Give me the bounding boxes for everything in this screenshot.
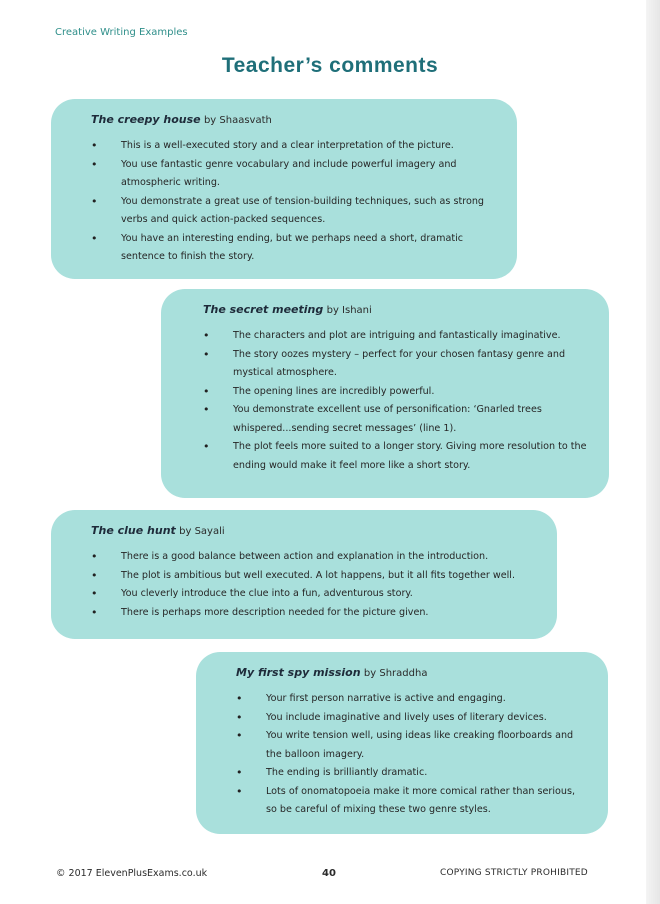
comment-card-secret-meeting	[161, 289, 609, 498]
comment-item: • The plot is ambitious but well executed. A lot happens, but it all fits together well.	[91, 567, 537, 586]
comment-item: • You write tension well, using ideas like creaking floorboards and the balloon imagery.	[236, 727, 588, 764]
comment-card-clue-hunt	[51, 510, 557, 639]
comment-list	[203, 327, 589, 475]
comment-item: • The plot feels more suited to a longer story. Giving more resolution to the ending would make it feel more like a short story.	[203, 438, 589, 475]
comment-item: • This is a well-executed story and a clear interpretation of the picture.	[91, 137, 497, 156]
page-edge	[646, 0, 660, 904]
story-author: by Sayali	[179, 526, 225, 537]
comment-item: • You demonstrate excellent use of personification: ‘Gnarled trees whispered...sending secret messages’ (line 1).	[203, 401, 589, 438]
comment-item: • The ending is brilliantly dramatic.	[236, 764, 588, 783]
comment-item: • You demonstrate a great use of tension-building techniques, such as strong verbs and quick action-packed sequences.	[91, 193, 497, 230]
comment-item: • You include imaginative and lively uses of literary devices.	[236, 709, 588, 728]
story-author: by Shaasvath	[203, 115, 272, 126]
comment-item: • The opening lines are incredibly powerful.	[203, 383, 589, 402]
story-title: The secret meeting	[203, 303, 324, 316]
comment-item: • The characters and plot are intriguing and fantastically imaginative.	[203, 327, 589, 346]
comment-item: • There is perhaps more description needed for the picture given.	[91, 604, 537, 623]
story-author: by Ishani	[326, 305, 372, 316]
page-title: Teacher’s comments	[221, 54, 439, 77]
story-title: The clue hunt	[91, 524, 176, 537]
page-number: 40	[322, 868, 336, 879]
comment-list	[91, 548, 537, 622]
card-heading	[203, 303, 589, 316]
comment-item: • Your first person narrative is active and engaging.	[236, 690, 588, 709]
comment-item: • You have an interesting ending, but we perhaps need a short, dramatic sentence to finish the story.	[91, 230, 497, 267]
story-title: The creepy house	[91, 113, 201, 126]
footer-copyright: © 2017 ElevenPlusExams.co.uk	[56, 868, 208, 879]
comment-item: • There is a good balance between action and explanation in the introduction.	[91, 548, 537, 567]
comment-card-spy-mission	[196, 652, 608, 834]
story-author: by Shraddha	[363, 668, 428, 679]
story-title: My first spy mission	[236, 666, 361, 679]
comment-item: • You use fantastic genre vocabulary and include powerful imagery and atmospheric writing.	[91, 156, 497, 193]
card-heading	[91, 524, 537, 537]
comment-item: • The story oozes mystery – perfect for your chosen fantasy genre and mystical atmosphere.	[203, 346, 589, 383]
card-heading	[236, 666, 588, 679]
card-heading	[91, 113, 497, 126]
comment-card-creepy-house	[51, 99, 517, 279]
comment-list	[236, 690, 588, 820]
comment-list	[91, 137, 497, 267]
comment-item: • Lots of onomatopoeia make it more comical rather than serious, so be careful of mixing these two genre styles.	[236, 783, 588, 820]
section-header: Creative Writing Examples	[55, 27, 188, 38]
comment-item: • You cleverly introduce the clue into a fun, adventurous story.	[91, 585, 537, 604]
footer-notice: COPYING STRICTLY PROHIBITED	[440, 868, 588, 878]
